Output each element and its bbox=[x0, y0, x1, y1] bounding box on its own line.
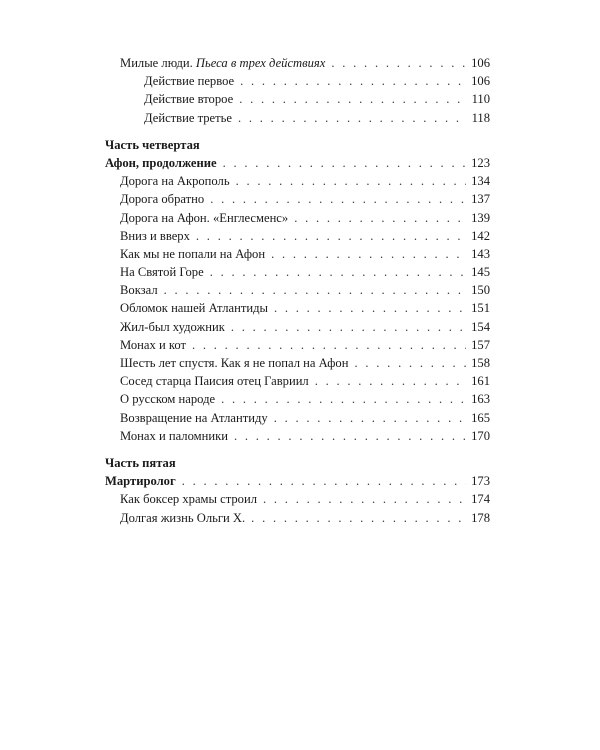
toc-entry-page: 145 bbox=[471, 265, 490, 280]
leader-dots bbox=[240, 72, 466, 90]
toc-section-page: 173 bbox=[471, 474, 490, 489]
toc-entry-title: На Святой Горе bbox=[120, 265, 204, 280]
leader-dots bbox=[271, 245, 466, 263]
toc-entry-title: Дорога на Афон. «Енглесменс» bbox=[120, 210, 289, 225]
toc-section-page: 123 bbox=[471, 155, 490, 170]
toc-entry-page: 174 bbox=[471, 492, 490, 507]
toc-entry bbox=[105, 427, 490, 445]
table-of-contents bbox=[105, 54, 490, 527]
toc-entry-page: 110 bbox=[471, 92, 490, 107]
toc-entry-title: О русском народе bbox=[120, 392, 216, 407]
toc-entry-page: 154 bbox=[471, 319, 490, 334]
toc-entry-page: 163 bbox=[471, 392, 490, 407]
toc-entry-page: 151 bbox=[471, 301, 490, 316]
toc-entry-page: 170 bbox=[471, 428, 490, 443]
leader-dots bbox=[221, 390, 466, 408]
toc-entry bbox=[105, 354, 490, 372]
toc-entry bbox=[105, 318, 490, 336]
toc-entry-title: Действие первое bbox=[144, 74, 235, 89]
toc-entry-page: 143 bbox=[471, 246, 490, 261]
leader-dots bbox=[223, 154, 466, 172]
leader-dots bbox=[294, 209, 466, 227]
leader-dots bbox=[331, 54, 466, 72]
toc-entry bbox=[105, 245, 490, 263]
toc-entry-page: 157 bbox=[471, 337, 490, 352]
toc-entry bbox=[105, 190, 490, 208]
toc-entry-page: 137 bbox=[471, 192, 490, 207]
leader-dots bbox=[210, 190, 466, 208]
leader-dots bbox=[354, 354, 466, 372]
toc-entry bbox=[105, 209, 490, 227]
toc-entry-title: Дорога на Акрополь bbox=[120, 174, 230, 189]
spacer bbox=[105, 445, 490, 454]
leader-dots bbox=[251, 509, 466, 527]
leader-dots bbox=[182, 472, 466, 490]
toc-entry bbox=[105, 172, 490, 190]
toc-entry-page: 134 bbox=[471, 174, 490, 189]
part-heading: Часть четвертая bbox=[105, 137, 200, 152]
toc-entry-title: Жил-был художник bbox=[120, 319, 225, 334]
leader-dots bbox=[231, 318, 466, 336]
toc-entry bbox=[105, 372, 490, 390]
toc-entry-title: Милые люди. Пьеса в трех действиях bbox=[120, 56, 326, 70]
toc-entry-page: 106 bbox=[471, 74, 490, 89]
toc-entry bbox=[105, 90, 490, 108]
toc-section-entry bbox=[105, 154, 490, 172]
toc-entry-page: 165 bbox=[471, 410, 490, 425]
toc-entry-title: Шесть лет спустя. Как я не попал на Афон bbox=[120, 356, 349, 370]
leader-dots bbox=[192, 336, 466, 354]
toc-entry bbox=[105, 109, 490, 127]
leader-dots bbox=[274, 409, 466, 427]
toc-entry bbox=[105, 54, 490, 72]
toc-entry bbox=[105, 281, 490, 299]
leader-dots bbox=[196, 227, 466, 245]
leader-dots bbox=[210, 263, 466, 281]
toc-section-title: Мартиролог bbox=[105, 474, 176, 489]
toc-entry-title: Вокзал bbox=[120, 283, 158, 298]
toc-entry-page: 106 bbox=[471, 56, 490, 70]
toc-section-title: Афон, продолжение bbox=[105, 155, 217, 170]
toc-section-entry bbox=[105, 472, 490, 490]
toc-entry bbox=[105, 490, 490, 508]
toc-entry-page: 118 bbox=[471, 110, 490, 125]
toc-entry-page: 158 bbox=[471, 356, 490, 370]
leader-dots bbox=[234, 427, 466, 445]
toc-entry bbox=[105, 227, 490, 245]
toc-entry bbox=[105, 72, 490, 90]
leader-dots bbox=[274, 299, 466, 317]
leader-dots bbox=[263, 490, 466, 508]
toc-entry-page: 161 bbox=[471, 374, 490, 389]
leader-dots bbox=[315, 372, 466, 390]
toc-entry bbox=[105, 336, 490, 354]
toc-entry-title: Как мы не попали на Афон bbox=[120, 246, 266, 261]
toc-entry bbox=[105, 263, 490, 281]
leader-dots bbox=[238, 109, 466, 127]
toc-entry-title: Дорога обратно bbox=[120, 192, 205, 207]
toc-entry-title: Сосед старца Паисия отец Гавриил bbox=[120, 374, 309, 389]
toc-entry-title: Как боксер храмы строил bbox=[120, 492, 258, 507]
part-heading: Часть пятая bbox=[105, 455, 176, 470]
toc-entry-title-italic: Пьеса в трех действиях bbox=[195, 56, 326, 70]
toc-entry-title: Монах и кот bbox=[120, 337, 186, 352]
spacer bbox=[105, 127, 490, 136]
toc-entry-title: Вниз и вверх bbox=[120, 228, 190, 243]
toc-entry bbox=[105, 509, 490, 527]
toc-entry-title: Долгая жизнь Ольги Х. bbox=[120, 510, 246, 525]
toc-entry-page: 150 bbox=[471, 283, 490, 298]
toc-entry-page: 178 bbox=[471, 510, 490, 525]
toc-entry bbox=[105, 409, 490, 427]
leader-dots bbox=[236, 172, 466, 190]
toc-entry-title: Действие третье bbox=[144, 110, 232, 125]
toc-entry-page: 142 bbox=[471, 228, 490, 243]
toc-entry bbox=[105, 390, 490, 408]
toc-entry-title: Действие второе bbox=[144, 92, 234, 107]
leader-dots bbox=[164, 281, 466, 299]
toc-entry-page: 139 bbox=[471, 210, 490, 225]
toc-entry-title: Возвращение на Атлантиду bbox=[120, 410, 268, 425]
toc-entry-title: Монах и паломники bbox=[120, 428, 228, 443]
toc-entry-title: Обломок нашей Атлантиды bbox=[120, 301, 268, 316]
toc-entry bbox=[105, 299, 490, 317]
leader-dots bbox=[239, 90, 466, 108]
